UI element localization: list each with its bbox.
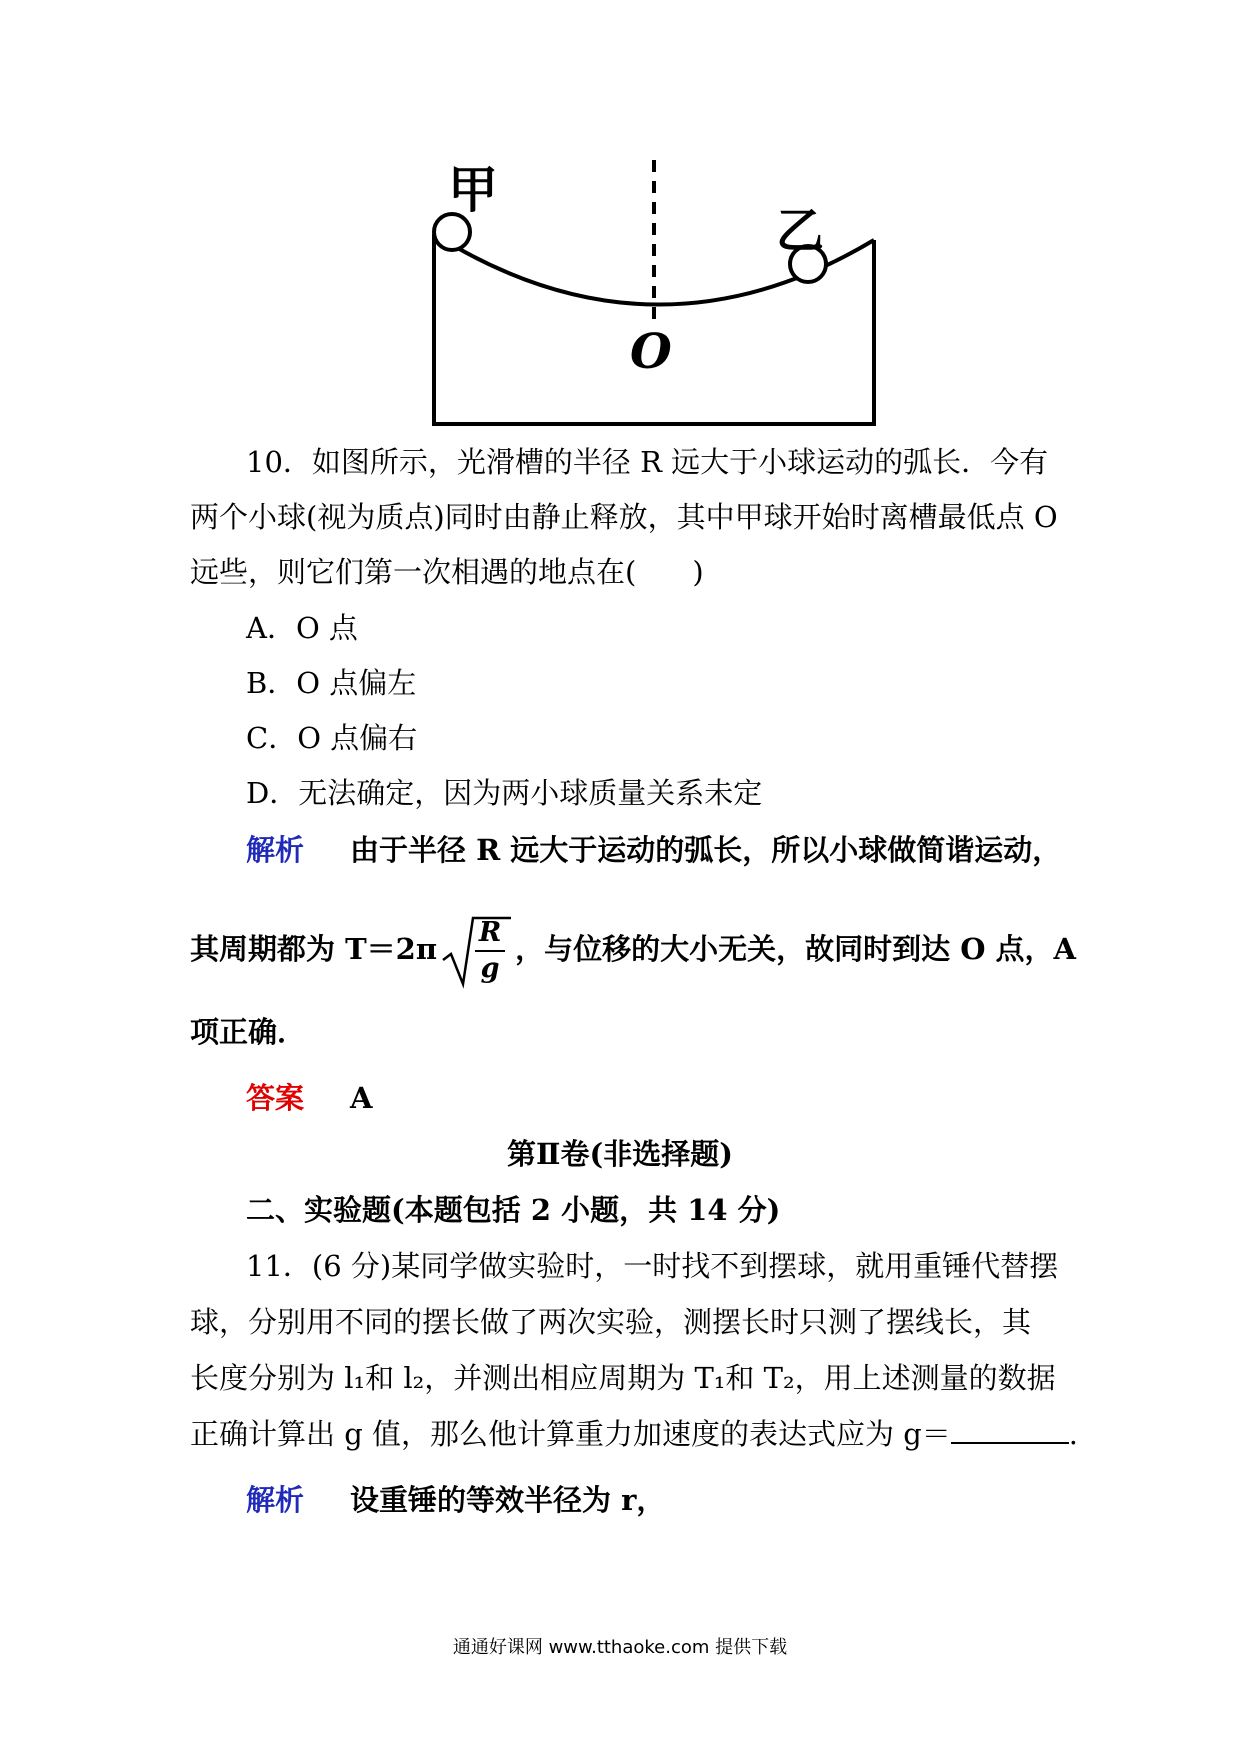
analysis11 [246, 1480, 665, 1520]
q10-line3-text: 远些，则它们第一次相遇的地点在( [190, 555, 637, 589]
answer-value: A [350, 1081, 373, 1115]
analysis10-text2-pre: 其周期都为 T＝2π [190, 932, 438, 966]
q10-line2: 两个小球(视为质点)同时由静止释放，其中甲球开始时离槽最低点 O [190, 500, 1058, 534]
analysis10-text2-post: ，与位移的大小无关，故同时到达 O 点，A [515, 932, 1077, 966]
q11-line4-text: 正确计算出 g 值，那么他计算重力加速度的表达式应为 g＝ [190, 1417, 951, 1451]
q10-option-a: A．O 点 [246, 611, 358, 645]
sqrt-numerator: R [475, 918, 505, 952]
volume-title: 第Ⅱ卷(非选择题) [507, 1137, 733, 1171]
q11-line4 [190, 1414, 1078, 1454]
analysis11-tag: 解析 [246, 1483, 305, 1517]
label-yi: 乙 [776, 203, 825, 259]
q10-line1: 10．如图所示，光滑槽的半径 R 远大于小球运动的弧长．今有 [246, 445, 1049, 479]
q11-line4-end: . [1068, 1417, 1079, 1451]
analysis10-line2 [190, 910, 1076, 990]
part-title: 二、实验题(本题包括 2 小题，共 14 分) [246, 1193, 781, 1227]
q11-line1: 11．(6 分)某同学做实验时，一时找不到摆球，就用重锤代替摆 [246, 1249, 1059, 1283]
sqrt-denominator: g [480, 953, 500, 984]
analysis10-line1 [246, 830, 1061, 870]
answer10 [246, 1078, 373, 1118]
groove-diagram [420, 140, 890, 440]
analysis10-line3: 项正确． [190, 1015, 307, 1049]
q10-line3 [190, 552, 704, 592]
label-o: O [630, 324, 672, 380]
q11-line3: 长度分别为 l₁和 l₂，并测出相应周期为 T₁和 T₂，用上述测量的数据 [190, 1361, 1056, 1395]
label-jia: 甲 [448, 161, 498, 219]
analysis10-text1: 由于半径 R 远大于运动的弧长，所以小球做简谐运动， [350, 833, 1062, 867]
q10-line3-close: ) [692, 555, 704, 589]
sqrt-expression [439, 912, 513, 990]
q10-option-b: B．O 点偏左 [246, 666, 417, 700]
q10-option-d: D．无法确定，因为两小球质量关系未定 [246, 776, 763, 810]
q10-option-c: C．O 点偏右 [246, 721, 418, 755]
answer-blank [951, 1416, 1069, 1444]
analysis11-text: 设重锤的等效半径为 r， [350, 1483, 666, 1517]
answer-tag: 答案 [246, 1081, 305, 1115]
footer-text: 通通好课网 www.tthaoke.com 提供下载 [452, 1637, 788, 1658]
analysis-tag: 解析 [246, 833, 305, 867]
q11-line2: 球，分别用不同的摆长做了两次实验，测摆长时只测了摆线长，其 [190, 1305, 1032, 1339]
